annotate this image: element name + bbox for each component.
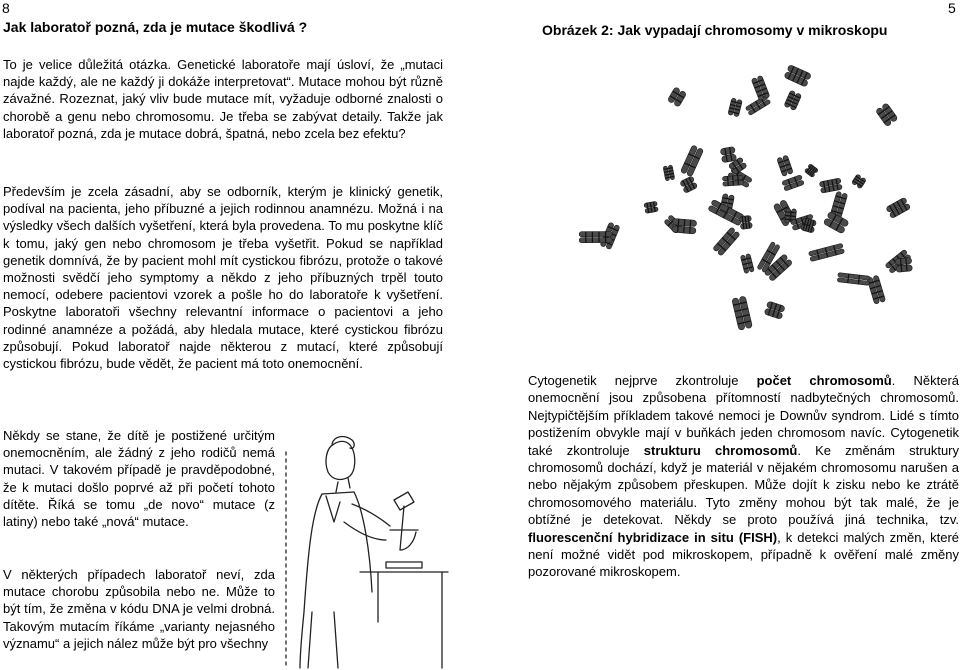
chromosome-mark — [739, 215, 752, 229]
chromosome-mark — [680, 176, 698, 194]
paragraph-cytogenetics — [528, 372, 959, 581]
page-number-right: 5 — [948, 0, 956, 16]
chromosome-mark — [777, 155, 794, 176]
chromosome-mark — [672, 218, 697, 234]
paragraph-clinical-genetics: Především je zcela zásadní, aby se odborník, kterým je klinický genetik, podíval na pacienta, jeho příbuzné a jejich rodinnou anamnézu. Možná i na výsledky všech dalších vyšetření, která byla provedena. To mu poskytne klíč k tomu, jaký gen nebo chromosom je třeba vyšetřit. Pokud se například genetik domnívá, že by pacient mohl mít cystickou fibrózu, protože o takové možnosti svědčí jeho symptomy a někdo z jeho příbuzných trpěl touto nemocí, odebere pacientovi vzorek a pošle ho do laboratoře k vyšetření. Poskytne laboratoři všechny relevantní informace o pacientovi a jeho rodinné anamnéze a požádá, aby hledala mutace, které cystickou fibrózu způsobují. Pokud laboratoř najde některou z mutací, které způsobují cystickou fibrózu, bude vědět, že pacient má toto onemocnění. — [3, 184, 443, 372]
bold-term-chromosome-count: počet chromosomů — [756, 373, 892, 388]
chromosome-mark — [823, 211, 849, 234]
chromosome-mark — [644, 201, 659, 213]
scientist-microscope-illustration — [282, 422, 452, 670]
chromosome-mark — [764, 301, 785, 319]
chromosome-mark — [804, 163, 818, 177]
bold-term-fish: fluorescenční hybridizace in situ (FISH) — [528, 529, 778, 545]
chromosome-spread-image — [560, 52, 960, 372]
chromosome-mark — [720, 146, 737, 162]
chromosome-mark — [667, 87, 686, 107]
chromosome-mark — [680, 145, 703, 177]
chromosome-mark — [851, 174, 866, 189]
chromosome-mark — [728, 98, 743, 117]
chromosome-mark — [819, 178, 842, 193]
section-heading: Jak laboratoř pozná, zda je mutace škodlivá ? — [3, 19, 308, 35]
chromosome-mark — [808, 243, 844, 261]
paragraph-de-novo: Někdy se stane, že dítě je postižené určitým onemocněním, ale žádný z jeho rodičů nemá mutaci. V takovém případě je pravděpodobné, že k mutaci došlo poprvé až při početí tohoto dítěte. Říká se tomu „de novo“ mutace (z latiny) nebo také „nová“ mutace. — [3, 428, 275, 530]
text-run: Cytogenetik nejprve zkontroluje — [528, 373, 757, 388]
chromosome-mark — [740, 253, 754, 273]
chromosome-mark — [875, 103, 898, 127]
bold-term-chromosome-structure: strukturu chromosomů — [643, 442, 798, 458]
chromosome-mark — [732, 296, 753, 331]
chromosome-mark — [782, 175, 805, 192]
figure-caption: Obrázek 2: Jak vypadají chromosomy v mikroskopu — [542, 22, 888, 38]
chromosome-mark — [895, 257, 912, 272]
text-run: . Některá onemocnění jsou způsobena přítomností nadbytečných chromosomů. Nejtypičtějším příkladem takové nemoci je Downův syndrom. Lidé s tímto postižením obvykle mají v buňkách jeden chromosom navíc. Cytogenetik také zkontroluje — [528, 373, 960, 458]
text-run: . Ke změnám struktury chromosomů dochází, když je materiál v nějakém chromosomu narušen a nebo nějakým způsobem přeskupen. Může dojít k zisku nebo ke ztrátě chromosomového materiálu. Tyto změny mohou být tak malé, že je obtížné je detekovat. Někdy se proto používá jiná technika, tzv. — [528, 442, 959, 528]
chromosome-mark — [837, 273, 870, 286]
paragraph-variants: V některých případech laboratoř neví, zda mutace chorobu způsobila nebo ne. Může to být tím, že změna v kódu DNA je velmi drobná. Takovým mutacím říkáme „varianty nejasného významu“ a jejich nález může být pro všechny — [3, 567, 275, 651]
chromosome-mark — [886, 197, 911, 219]
page-number-left: 8 — [2, 0, 10, 16]
text-run: , k detekci malých změn, které není možné vidět pod mikroskopem, případně k ověření malé změny pozorované mikroskopem. — [528, 529, 959, 580]
paragraph-intro: To je velice důležitá otázka. Genetické laboratoře mají úsloví, že „mutaci najde každý, ale ne každý ji dokáže interpretovat“. Mutace mohou být různě závažné. Rozeznat, jaký vliv bude mutace mít, vyžaduje odborné znalosti o chorobě a genu nebo chromosomu. Je třeba se zabývat detaily. Takže jak laboratoř pozná, zda je mutace dobrá, špatná, nebo zcela bez efektu? — [3, 57, 443, 141]
chromosome-mark — [722, 175, 743, 186]
chromosome-mark — [784, 90, 802, 111]
chromosome-mark — [713, 227, 741, 256]
chromosome-mark — [751, 75, 770, 101]
chromosome-mark — [663, 165, 675, 181]
chromosome-mark — [784, 64, 812, 87]
